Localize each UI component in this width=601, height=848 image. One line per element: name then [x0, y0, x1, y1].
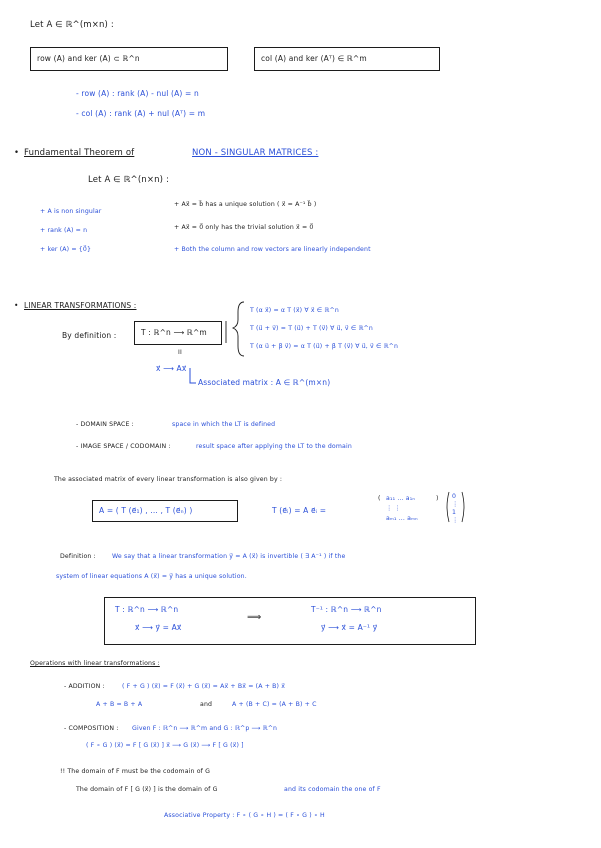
- theorem-title: Fundamental Theorem of: [24, 148, 135, 158]
- map-box-text: T : ℝ^n ⟶ ℝ^m: [141, 328, 207, 337]
- operations-title: Operations with linear transformations :: [30, 660, 160, 667]
- properties-brace: [233, 302, 244, 356]
- image-label: - IMAGE SPACE / CODOMAIN :: [76, 443, 171, 450]
- theorem-right-2: + Ax⃗ = 0⃗ only has the trivial solution x⃗ = 0⃗: [174, 224, 314, 231]
- composition-line-2: ( F ∘ G ) (x⃗) = F [ G (x⃗) ] x⃗ ⟶ G (x⃗) ⟶ F [ G (x⃗) ]: [86, 742, 244, 749]
- vec-row-2: ⋮: [452, 501, 459, 508]
- vec-row-3: 1: [452, 509, 457, 516]
- vec-row-4: ⋮: [452, 517, 459, 524]
- associative-property: Associative Property : F ∘ ( G ∘ H ) = ( F ∘ G ) ∘ H: [164, 812, 325, 819]
- prop-3: T (α u⃗ + β v⃗) = α T (u⃗) + β T (v⃗) ∀ u⃗, v⃗ ∈ ℝ^n: [250, 343, 399, 350]
- addition-label: - ADDITION :: [64, 683, 105, 690]
- box-col-ker-text: col (A) and ker (Aᵀ) ∈ ℝ^m: [261, 54, 367, 63]
- domain-label: - DOMAIN SPACE :: [76, 421, 134, 428]
- theorem-let: Let A ∈ ℝ^(n×n) :: [88, 175, 169, 185]
- row-relation: - row (A) : rank (A) - nul (A) = n: [76, 89, 199, 98]
- prop-2: T (u⃗ + v⃗) = T (u⃗) + T (v⃗) ∀ u⃗, v⃗ ∈ ℝ^n: [250, 325, 373, 332]
- box-row-ker-text: row (A) and ker (A) ⊂ ℝ^n: [37, 54, 140, 63]
- addition-sub-2: A + (B + C) = (A + B) + C: [232, 701, 317, 708]
- map-sub: II: [178, 349, 182, 356]
- theorem-left-3: + ker (A) = {0⃗}: [40, 246, 92, 253]
- by-definition: By definition :: [62, 331, 117, 340]
- matrix-row-3: aₘ₁ ... aₘₙ: [386, 515, 418, 522]
- invert-box-l2: x⃗ ⟶ y⃗ = Ax⃗: [135, 623, 182, 632]
- map-vec: x⃗ ⟶ Ax⃗: [156, 364, 187, 373]
- domain-text: space in which the LT is defined: [172, 421, 276, 428]
- matrix-eq: T (e⃗ᵢ) = A e⃗ᵢ =: [272, 506, 327, 515]
- invert-label: Definition :: [60, 553, 96, 560]
- vec-paren-right: [462, 492, 464, 522]
- composition-label: - COMPOSITION :: [64, 725, 119, 732]
- vec-paren-left: [447, 492, 449, 522]
- addition-text: ( F + G ) (x⃗) = F (x⃗) + G (x⃗) = Ax⃗ + Bx⃗ = (A + B) x⃗: [122, 683, 286, 690]
- theorem-title-blue: NON - SINGULAR MATRICES :: [192, 148, 319, 158]
- linear-title: LINEAR TRANSFORMATIONS :: [24, 301, 137, 310]
- assoc-matrix: Associated matrix : A ∈ ℝ^(m×n): [198, 378, 331, 387]
- assoc-hook-arrow: [190, 368, 196, 383]
- invert-box-l1: T : ℝ^n ⟶ ℝ^n: [115, 605, 179, 614]
- note-2b: and its codomain the one of F: [284, 786, 381, 793]
- image-text: result space after applying the LT to the domain: [196, 443, 352, 450]
- theorem-right-1: + Ax⃗ = b⃗ has a unique solution ( x⃗ = A⁻¹ b⃗ ): [174, 201, 317, 208]
- col-relation: - col (A) : rank (A) + nul (Aᵀ) = m: [76, 109, 206, 118]
- theorem-left-2: + rank (A) = n: [40, 227, 88, 234]
- invert-text-2: system of linear equations A (x⃗) = y⃗ has a unique solution.: [56, 573, 247, 580]
- prop-1: T (α x⃗) = α T (x⃗) ∀ x⃗ ∈ ℝ^n: [250, 307, 339, 314]
- addition-and: and: [200, 701, 213, 708]
- matrix-row-1: a₁₁ ... a₁ₙ: [386, 495, 415, 502]
- note-2a: The domain of F [ G (x⃗) ] is the domain of G: [76, 786, 218, 793]
- invert-box-r1: T⁻¹ : ℝ^n ⟶ ℝ^n: [311, 605, 382, 614]
- theorem-right-3: + Both the column and row vectors are linearly independent: [174, 246, 371, 253]
- linear-bullet: •: [14, 301, 19, 310]
- theorem-bullet: •: [14, 148, 20, 158]
- vec-row-1: 0: [452, 493, 457, 500]
- matrix-paren-l: (: [378, 495, 381, 502]
- invert-arrow: ⟹: [247, 612, 262, 623]
- assoc-line: The associated matrix of every linear transformation is also given by :: [54, 476, 283, 483]
- composition-text: Given F : ℝ^n ⟶ ℝ^m and G : ℝ^p ⟶ ℝ^n: [132, 725, 278, 732]
- theorem-left-1: + A is non singular: [40, 208, 102, 215]
- addition-sub-1: A + B = B + A: [96, 701, 143, 708]
- invert-box-r2: y⃗ ⟶ x⃗ = A⁻¹ y⃗: [321, 623, 378, 632]
- matrix-paren-r: ): [436, 495, 439, 502]
- invert-text-1: We say that a linear transformation y⃗ = A (x⃗) is invertible ( ∃ A⁻¹ ) if the: [112, 553, 346, 560]
- matrix-box-text: A = ( T (e⃗₁) , ... , T (e⃗ₙ) ): [99, 506, 193, 515]
- note-1: !! The domain of F must be the codomain of G: [60, 768, 211, 775]
- let-line: Let A ∈ ℝ^(m×n) :: [30, 20, 114, 30]
- matrix-row-2: ⋮ ⋮: [386, 505, 401, 512]
